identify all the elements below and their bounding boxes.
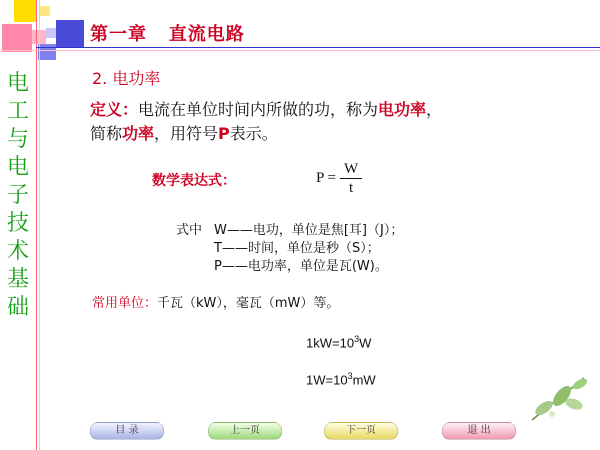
- spacer: [176, 258, 214, 276]
- where-line: W——电功，单位是焦[耳]（J）；: [214, 223, 404, 238]
- definition-term: 功率: [122, 124, 155, 143]
- next-page-button[interactable]: 下一页: [324, 422, 398, 440]
- header-rule: [36, 47, 600, 48]
- exit-button[interactable]: 退 出: [442, 422, 516, 440]
- decor-square: [40, 6, 50, 16]
- frame-line: [36, 0, 37, 450]
- formula-lhs: P =: [316, 170, 336, 186]
- power-formula: [316, 160, 362, 197]
- formula-denominator: t: [349, 180, 354, 196]
- previous-page-button[interactable]: 上一页: [208, 422, 282, 440]
- where-line: P——电功率，单位是瓦(W)。: [214, 259, 388, 274]
- decor-square: [14, 0, 36, 22]
- where-lead: 式中: [176, 223, 203, 238]
- common-units: [92, 292, 339, 311]
- equation-text: mW: [352, 372, 376, 388]
- decor-square: [2, 24, 32, 52]
- common-units-label: 常用单位：: [92, 296, 158, 311]
- definition-term: 电功率: [378, 100, 427, 119]
- decor-square: [46, 28, 56, 38]
- symbol-explanation: [176, 222, 403, 276]
- formula-label: 数学表达式：: [152, 173, 236, 189]
- header-rule: [0, 50, 600, 51]
- where-line: T——时间，单位是秒（S）；: [214, 241, 380, 256]
- catalog-button[interactable]: 目 录: [90, 422, 164, 440]
- leaf-decoration-icon: [522, 370, 592, 430]
- decor-square: [56, 20, 84, 48]
- common-units-text: 千瓦（kW），毫瓦（mW）等。: [157, 296, 340, 311]
- definition-text: 简称: [90, 124, 123, 143]
- definition-text: ，用符号: [154, 124, 219, 143]
- course-title-vertical: 电工与电子技术基础: [6, 71, 29, 320]
- equation-exponent: 3: [347, 371, 353, 381]
- definition-symbol: P: [218, 124, 230, 143]
- equation-text: 1W=10: [306, 372, 348, 388]
- equation-exponent: 3: [354, 334, 360, 344]
- definition-text: ，: [426, 100, 443, 119]
- definition-label: 定义：: [90, 100, 139, 119]
- definition-text: 表示。: [229, 124, 278, 143]
- section-number: 2.: [92, 69, 108, 88]
- equation-text: W: [359, 335, 372, 351]
- definition-text: 电流在单位时间内所做的功，称为: [138, 100, 379, 119]
- frame-line: [39, 0, 40, 450]
- spacer: [176, 240, 214, 258]
- unit-conversion-mw: [306, 371, 376, 387]
- page-title: 第一章 直流电路: [90, 24, 245, 45]
- equation-text: 1kW=10: [306, 335, 355, 351]
- formula-fraction: [340, 160, 362, 197]
- unit-conversion-kw: [306, 334, 371, 350]
- formula-numerator: W: [344, 161, 359, 177]
- section-heading: [92, 66, 160, 89]
- definition-paragraph: [90, 98, 560, 146]
- section-title: 电功率: [112, 69, 161, 88]
